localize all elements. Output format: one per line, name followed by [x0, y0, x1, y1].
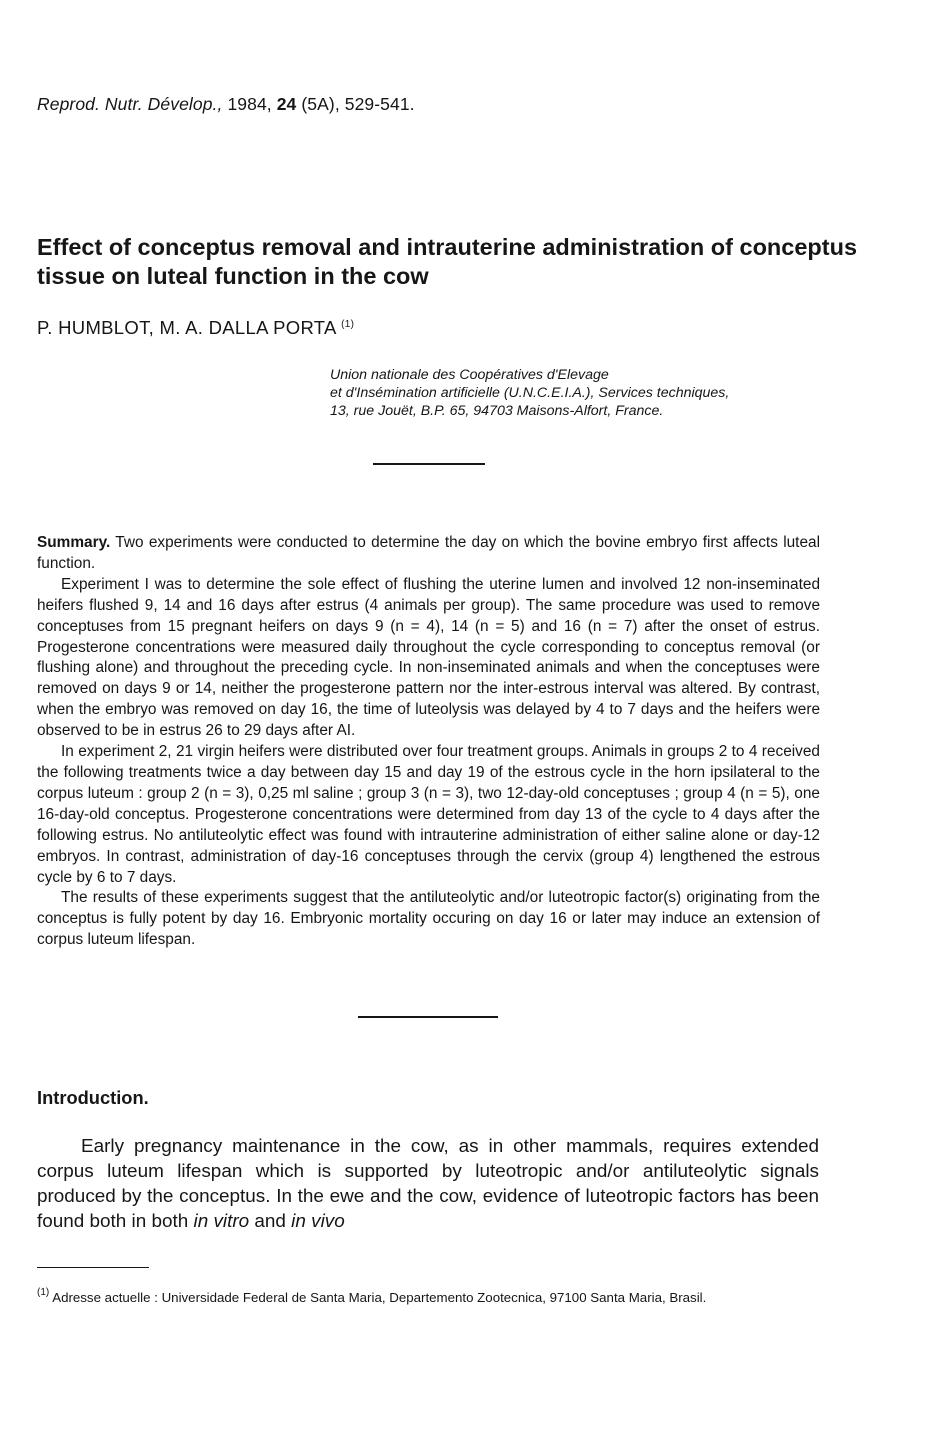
introduction-body: [37, 1134, 819, 1234]
author-line: [37, 317, 354, 339]
affiliation: [330, 366, 729, 420]
citation-volume: 24: [276, 94, 297, 114]
journal-name: Reprod. Nutr. Dévelop.,: [37, 94, 223, 114]
introduction-paragraph: Early pregnancy maintenance in the cow, as in other mammals, requires extended corpus luteum lifespan which is supported by luteotropic and/or antiluteolytic signals produced by the conceptus. In the ewe and the cow, evidence of luteotropic factors has been found both in both in vitro and in vivo: [37, 1136, 819, 1232]
summary-paragraph-1: Summary. Two experiments were conducted to determine the day on which the bovine embryo first affects luteal function.: [37, 534, 820, 572]
introduction-heading: Introduction.: [37, 1087, 149, 1108]
footnote-rule: [37, 1267, 149, 1268]
citation-issue-pages: (5A), 529-541.: [296, 94, 415, 114]
affiliation-line-1: Union nationale des Coopératives d'Elevage: [330, 367, 609, 383]
author-footnote-mark: (1): [341, 319, 355, 330]
summary-paragraph-4: The results of these experiments suggest that the antiluteolytic and/or luteotropic factor(s) originating from the conceptus is fully potent by day 16. Embryonic mortality occuring on day 16 or later may induce an extension of corpus luteum lifespan.: [37, 889, 820, 949]
journal-citation: [37, 94, 415, 115]
affiliation-line-3: 13, rue Jouët, B.P. 65, 94703 Maisons-Alfort, France.: [330, 403, 664, 419]
summary-heading: Summary.: [37, 534, 111, 551]
footnote-mark: (1): [37, 1287, 50, 1298]
author-names: P. HUMBLOT, M. A. DALLA PORTA: [37, 317, 342, 338]
article-title: Effect of conceptus removal and intrauterine administration of conceptus tissue on luteal function in the cow: [37, 234, 858, 289]
summary-section: [37, 533, 820, 951]
in-vitro-term: in vitro: [193, 1211, 250, 1232]
affiliation-line-2: et d'Insémination artificielle (U.N.C.E.I.A.), Services techniques,: [330, 385, 730, 401]
separator-rule-bottom: [358, 1016, 498, 1018]
footnote: [37, 1284, 820, 1307]
summary-paragraph-2: Experiment I was to determine the sole effect of flushing the uterine lumen and involved 12 non-inseminated heifers flushed 9, 14 and 16 days after estrus (4 animals per group). The same procedure was used to remove conceptuses from 15 pregnant heifers on days 9 (n = 4), 14 (n = 5) and 16 (n = 7) after the onset of estrus. Progesterone concentrations were measured daily throughout the cycle corresponding to conceptus removal (or flushing alone) and throughout the preceding cycle. In non-inseminated animals and when the conceptuses were removed on days 9 or 14, neither the progesterone pattern nor the inter-estrous interval was altered. By contrast, when the embryo was removed on day 16, the time of luteolysis was delayed by 4 to 7 days and the heifers were observed to be in estrus 26 to 29 days after AI.: [37, 575, 820, 740]
in-vivo-term: in vivo: [291, 1211, 345, 1232]
footnote-text: Adresse actuelle : Universidade Federal de Santa Maria, Departemento Zootecnica, 97100 Santa Maria, Brasil.: [49, 1290, 707, 1305]
separator-rule-top: [373, 463, 485, 465]
citation-year: 1984,: [222, 94, 277, 114]
summary-paragraph-3: In experiment 2, 21 virgin heifers were distributed over four treatment groups. Animals in groups 2 to 4 received the following treatments twice a day between day 15 and day 19 of the estrous cycle in the horn ipsilateral to the corpus luteum : group 2 (n = 3), 0,25 ml saline ; group 3 (n = 3), two 12-day-old conceptuses ; group 4 (n = 5), one 16-day-old conceptus. Progesterone concentrations were determined from day 13 of the cycle to 4 days after the following estrus. No antiluteolytic effect was found with intrauterine administration of either saline alone or day-12 embryos. In contrast, administration of day-16 conceptuses through the cervix (group 4) lengthened the estrous cycle by 6 to 7 days.: [37, 743, 820, 886]
